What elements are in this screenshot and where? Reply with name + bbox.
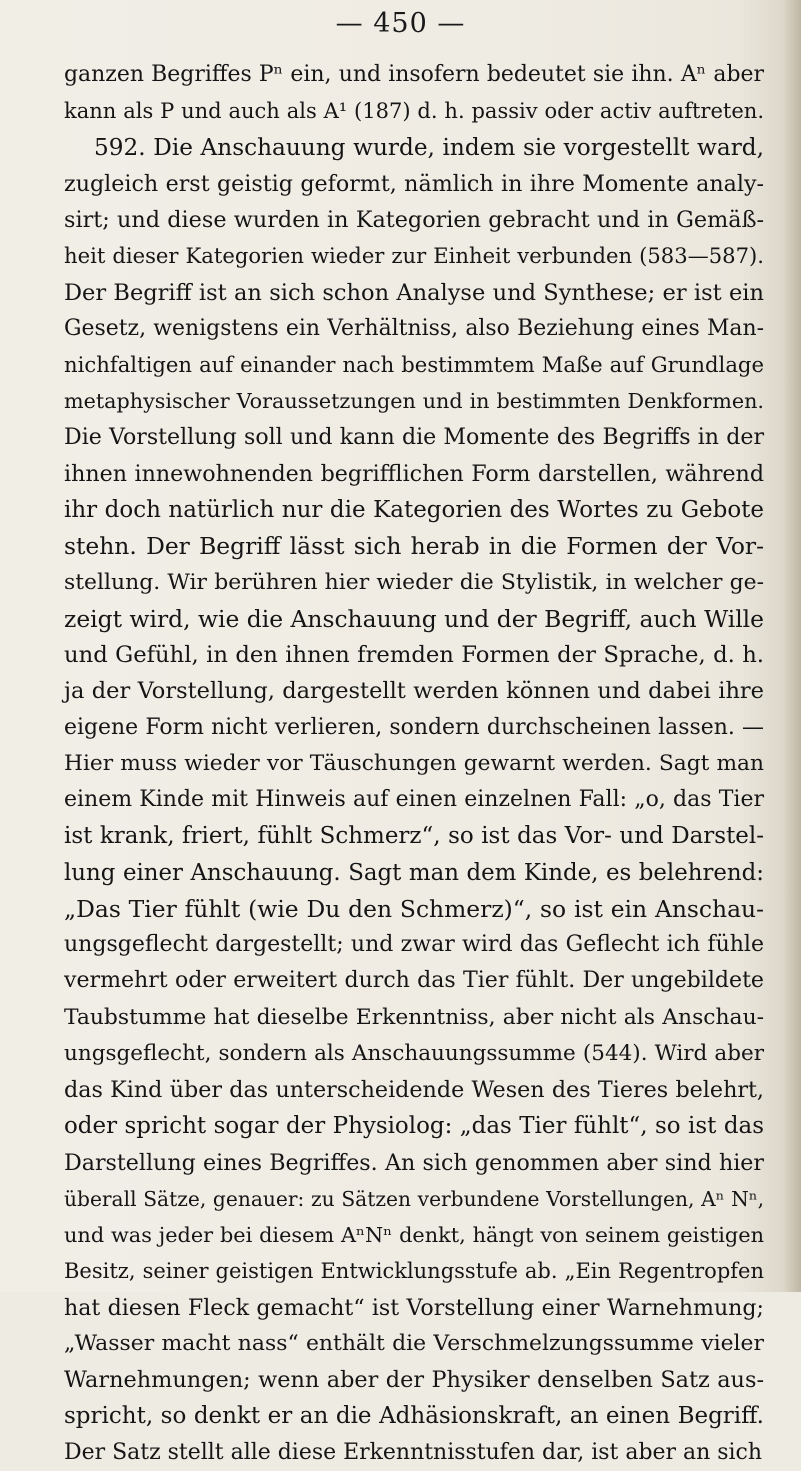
text-line: „Das Tier fühlt (wie Du den Schmerz)“, so ist ein Anschau- bbox=[64, 894, 764, 923]
text-line: lung einer Anschauung. Sagt man dem Kinde, es belehrend: bbox=[64, 859, 764, 886]
text-line: ungsgeflecht, sondern als Anschauungssumme (544). Wird aber bbox=[64, 1040, 764, 1066]
text-line: kann als P und auch als A¹ (187) d. h. passiv oder activ auftreten. bbox=[64, 98, 764, 124]
text-line: stellung. Wir berühren hier wieder die Stylistik, in welcher ge- bbox=[64, 569, 764, 595]
text-line: heit dieser Kategorien wieder zur Einheit verbunden (583—587). bbox=[64, 243, 764, 269]
text-line: metaphysischer Voraussetzungen und in bestimmten Denkformen. bbox=[64, 389, 764, 414]
text-line: Der Begriff ist an sich schon Analyse und Synthese; er ist ein bbox=[64, 279, 764, 306]
text-line: ja der Vorstellung, dargestellt werden können und dabei ihre bbox=[64, 678, 764, 705]
text-line: Warnehmungen; wenn aber der Physiker denselben Satz aus- bbox=[64, 1367, 764, 1393]
text-line: stehn. Der Begriff lässt sich herab in die Formen der Vor- bbox=[64, 532, 764, 561]
text-line: Gesetz, wenigstens ein Verhältniss, also Beziehung eines Man- bbox=[64, 315, 764, 341]
text-line: das Kind über das unterscheidende Wesen des Tieres belehrt, bbox=[64, 1077, 764, 1103]
text-line: Der Satz stellt alle diese Erkenntnisstufen dar, ist aber an sich bbox=[64, 1439, 762, 1465]
text-line: Die Vorstellung soll und kann die Momente des Begriffs in der bbox=[64, 424, 764, 450]
body-text bbox=[64, 57, 764, 1471]
text-line: 592. Die Anschauung wurde, indem sie vorgestellt ward, bbox=[94, 133, 764, 161]
text-line: ihr doch natürlich nur die Kategorien des Wortes zu Gebote bbox=[64, 497, 764, 523]
text-line: nichfaltigen auf einander nach bestimmtem Maße auf Grundlage bbox=[64, 352, 764, 377]
text-line: Besitz, seiner geistigen Entwicklungsstufe ab. „Ein Regentropfen bbox=[64, 1258, 764, 1284]
text-line: vermehrt oder erweitert durch das Tier fühlt. Der ungebildete bbox=[64, 968, 764, 994]
text-line: ganzen Begriffes Pⁿ ein, und insofern bedeutet sie ihn. Aⁿ aber bbox=[64, 62, 764, 87]
text-line: zugleich erst geistig geformt, nämlich in ihre Momente analy- bbox=[64, 170, 764, 197]
text-line: sirt; und diese wurden in Kategorien gebracht und in Gemäß- bbox=[64, 207, 764, 233]
text-line: Taubstumme hat dieselbe Erkenntniss, aber nicht als Anschau- bbox=[64, 1004, 764, 1030]
text-line: „Wasser macht nass“ enthält die Verschmelzungssumme vieler bbox=[64, 1330, 764, 1356]
text-line: hat diesen Fleck gemacht“ ist Vorstellung einer Warnehmung; bbox=[64, 1294, 764, 1321]
text-line: einem Kinde mit Hinweis auf einen einzelnen Fall: „o, das Tier bbox=[64, 787, 764, 812]
text-line: Darstellung eines Begriffes. An sich genommen aber sind hier bbox=[64, 1149, 764, 1176]
text-line: eigene Form nicht verlieren, sondern durchscheinen lassen. — bbox=[64, 714, 764, 740]
text-line: und Gefühl, in den ihnen fremden Formen der Sprache, d. h. bbox=[64, 642, 764, 668]
text-line: spricht, so denkt er an die Adhäsionskraft, an einen Begriff. bbox=[64, 1403, 764, 1430]
text-line: Hier muss wieder vor Täuschungen gewarnt werden. Sagt man bbox=[64, 750, 764, 776]
text-line: und was jeder bei diesem AⁿNⁿ denkt, hängt von seinem geistigen bbox=[64, 1223, 764, 1247]
text-line: überall Sätze, genauer: zu Sätzen verbundene Vorstellungen, Aⁿ Nⁿ, bbox=[64, 1186, 764, 1211]
text-line: ist krank, friert, fühlt Schmerz“, so ist das Vor- und Darstel- bbox=[64, 823, 764, 850]
text-line: ungsgeflecht dargestellt; und zwar wird das Geflecht ich fühle bbox=[64, 932, 764, 957]
text-line: ihnen innewohnenden begrifflichen Form darstellen, während bbox=[64, 460, 764, 487]
page-number: — 450 — bbox=[335, 8, 466, 39]
text-line: oder spricht sogar der Physiolog: „das Tier fühlt“, so ist das bbox=[64, 1113, 764, 1140]
text-line: zeigt wird, wie die Anschauung und der Begriff, auch Wille bbox=[64, 604, 764, 633]
page-edge-shadow bbox=[783, 0, 801, 1292]
